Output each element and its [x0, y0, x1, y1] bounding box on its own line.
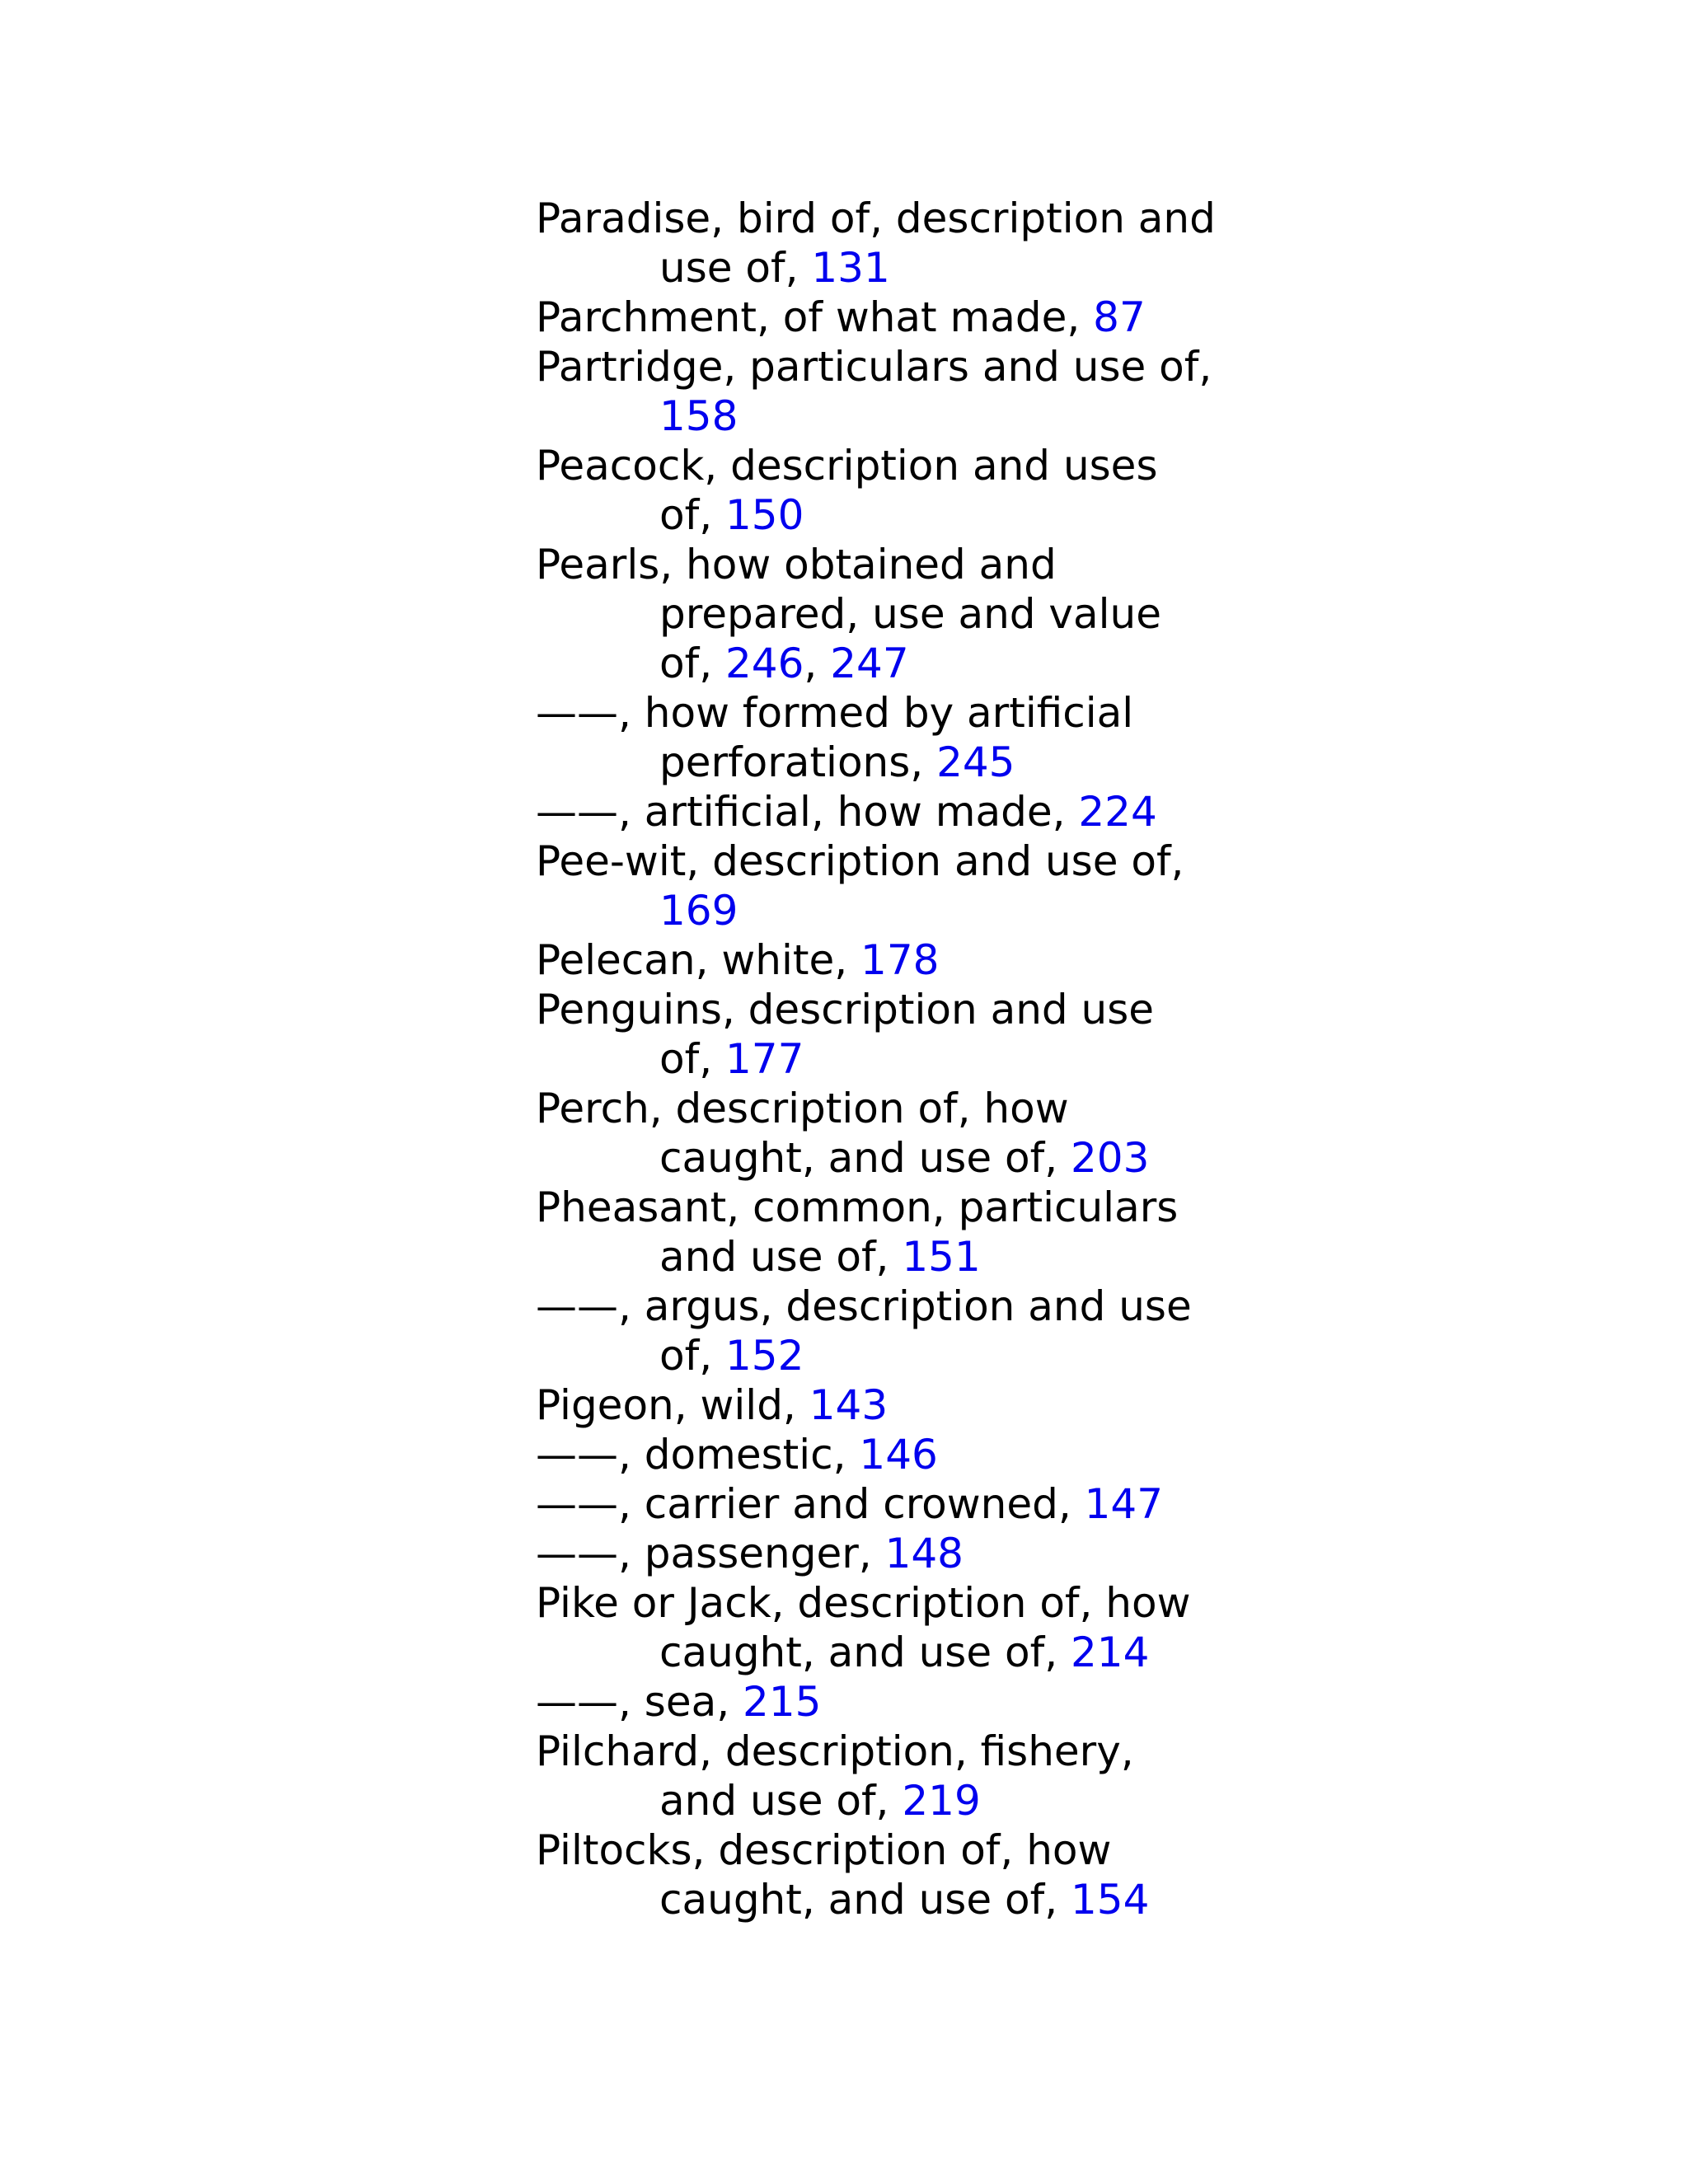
entry-text: and use of, [659, 1233, 903, 1281]
index-entry-continuation [536, 490, 1484, 540]
index-entry [536, 1479, 1484, 1529]
index-entry-continuation [536, 1232, 1484, 1282]
index-entry [536, 985, 1484, 1034]
entry-text: Partridge, particulars and use of, [536, 343, 1212, 391]
page-link[interactable]: 147 [1084, 1480, 1164, 1528]
index-entry [536, 540, 1484, 589]
entry-text: Perch, description of, how [536, 1085, 1069, 1132]
page-link[interactable]: 219 [902, 1777, 981, 1825]
index-entry [536, 837, 1484, 886]
index-entry-continuation [536, 1628, 1484, 1677]
page-link[interactable]: 178 [860, 936, 940, 984]
entry-text: Pee-wit, description and use of, [536, 837, 1184, 885]
index-entry [536, 194, 1484, 243]
entry-text: prepared, use and value [659, 590, 1162, 638]
entry-text: ——, sea, [536, 1678, 743, 1726]
entry-text: and use of, [659, 1777, 903, 1825]
page-link[interactable]: 177 [724, 1035, 804, 1083]
entry-text: of, [659, 640, 725, 687]
index-entry [536, 441, 1484, 490]
index-entry [536, 1380, 1484, 1430]
index-entry-continuation [536, 243, 1484, 293]
index-entry-continuation [536, 1331, 1484, 1380]
entry-text: Parchment, of what made, [536, 293, 1094, 341]
page-link[interactable]: 246 [724, 640, 804, 687]
entry-text: caught, and use of, [659, 1876, 1071, 1924]
page-link[interactable]: 87 [1093, 293, 1146, 341]
entry-text: Pheasant, common, particulars [536, 1183, 1179, 1231]
page-link[interactable]: 215 [743, 1678, 822, 1726]
page-link[interactable]: 148 [884, 1530, 964, 1577]
index-entry [536, 293, 1484, 342]
entry-text: ——, how formed by artificial [536, 689, 1134, 737]
page-link[interactable]: 143 [809, 1381, 889, 1429]
entry-text: ——, argus, description and use [536, 1282, 1192, 1330]
index-entry-continuation [536, 1875, 1484, 1924]
index-entry-continuation [536, 1034, 1484, 1084]
page-link[interactable]: 214 [1070, 1629, 1150, 1676]
entry-text: ——, domestic, [536, 1431, 860, 1479]
page-link[interactable]: 245 [936, 738, 1015, 786]
entry-text: ——, artificial, how made, [536, 788, 1079, 836]
page-link[interactable]: 150 [724, 491, 804, 539]
index-entry [536, 1529, 1484, 1578]
index-page [536, 194, 1484, 1924]
index-entry [536, 935, 1484, 985]
index-entry-continuation [536, 738, 1484, 787]
entry-text: Pigeon, wild, [536, 1381, 809, 1429]
index-entry [536, 1578, 1484, 1628]
index-entry [536, 1825, 1484, 1875]
index-entry [536, 787, 1484, 837]
entry-text: Peacock, description and uses [536, 442, 1158, 490]
index-entry [536, 1677, 1484, 1727]
index-entry [536, 1183, 1484, 1232]
index-entry-continuation [536, 886, 1484, 935]
entry-text: Pearls, how obtained and [536, 541, 1057, 588]
index-entry [536, 1727, 1484, 1776]
entry-text: ——, carrier and crowned, [536, 1480, 1085, 1528]
entry-text: Piltocks, description of, how [536, 1826, 1112, 1874]
index-entry [536, 688, 1484, 738]
page-link[interactable]: 224 [1078, 788, 1157, 836]
entry-text: Penguins, description and use [536, 986, 1155, 1033]
index-entry-continuation [536, 1133, 1484, 1183]
page-link[interactable]: 146 [859, 1431, 938, 1479]
entry-text: Pilchard, description, fishery, [536, 1727, 1134, 1775]
page-link[interactable]: 151 [902, 1233, 981, 1281]
index-entry-continuation [536, 1776, 1484, 1825]
page-link[interactable]: 203 [1070, 1134, 1150, 1182]
page-link[interactable]: 131 [811, 244, 890, 292]
page-link[interactable]: 154 [1070, 1876, 1150, 1924]
entry-text: of, [659, 491, 725, 539]
entry-text: Pike or Jack, description of, how [536, 1579, 1191, 1627]
page-link[interactable]: 158 [659, 392, 738, 440]
index-entry [536, 1430, 1484, 1479]
entry-text: caught, and use of, [659, 1629, 1071, 1676]
index-entry [536, 1282, 1484, 1331]
page-separator: , [804, 640, 831, 687]
index-entry-continuation [536, 639, 1484, 688]
entry-text: use of, [659, 244, 812, 292]
page-link[interactable]: 247 [830, 640, 909, 687]
index-entry-continuation [536, 589, 1484, 639]
index-entry [536, 1084, 1484, 1133]
entry-text: Paradise, bird of, description and [536, 194, 1216, 242]
entry-text: Pelecan, white, [536, 936, 861, 984]
entry-text: of, [659, 1035, 725, 1083]
page-link[interactable]: 169 [659, 887, 738, 935]
entry-text: caught, and use of, [659, 1134, 1071, 1182]
index-entry-continuation [536, 391, 1484, 441]
entry-text: perforations, [659, 738, 937, 786]
entry-text: ——, passenger, [536, 1530, 885, 1577]
page-link[interactable]: 152 [724, 1332, 804, 1380]
index-entry [536, 342, 1484, 391]
entry-text: of, [659, 1332, 725, 1380]
